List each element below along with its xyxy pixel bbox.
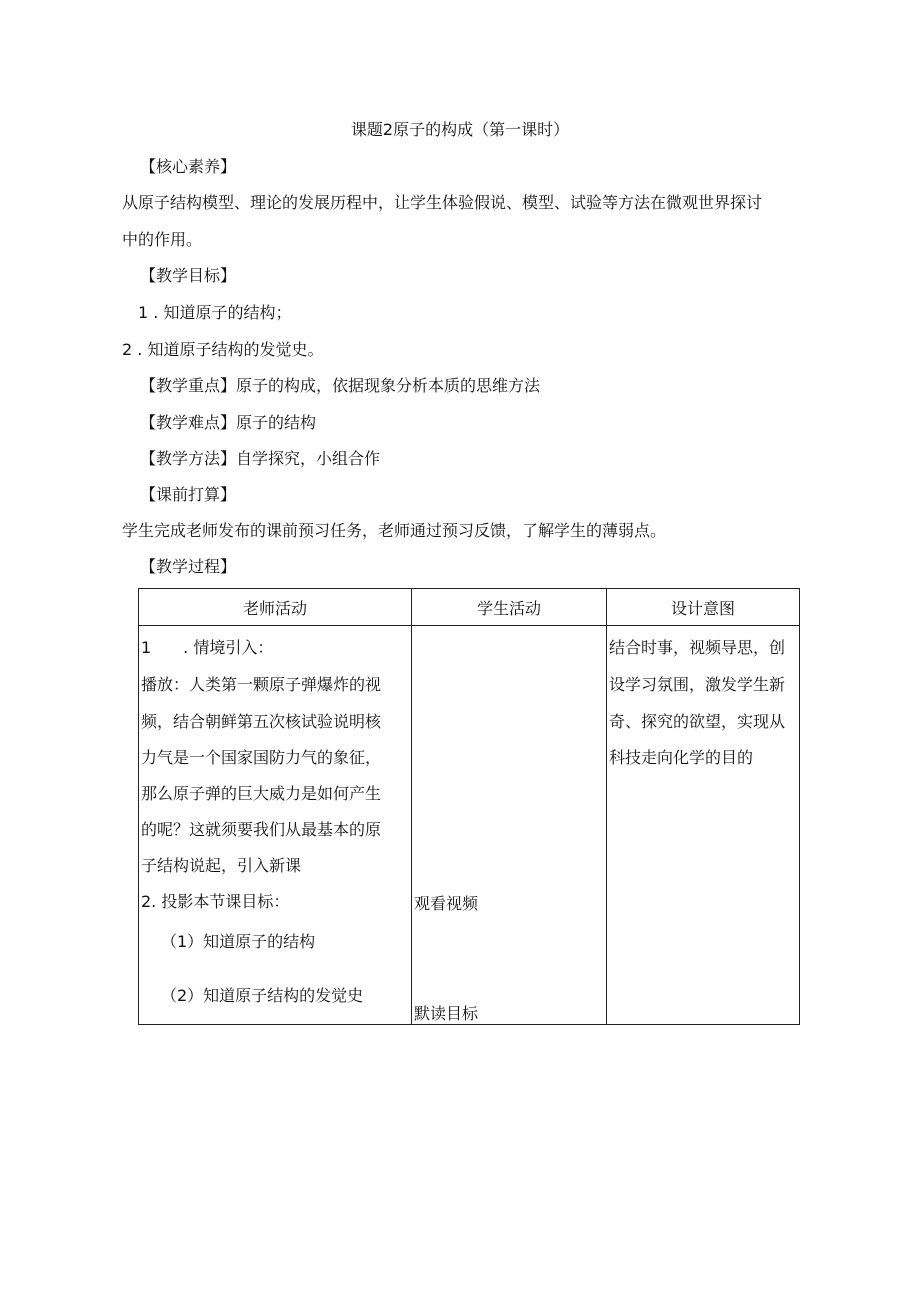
student-line-1: 观看视频 [414,894,479,913]
teacher-line-1: 1 . 情境引入： [141,638,274,657]
process-heading: 【教学过程】 [140,557,237,576]
design-intent-cell [607,626,800,1025]
key-points-row [140,376,540,396]
core-literacy-heading: 【核心素养】 [140,157,237,176]
header-teacher-activity: 老师活动 [139,589,412,626]
teacher-line-6: 的呢？这就须要我们从最基本的原 [141,820,382,839]
student-line-2: 默读目标 [414,1004,479,1023]
preparation-heading: 【课前打算】 [140,485,237,504]
design-line-3: 奇、探究的欲望，实现从 [609,712,786,731]
objective-item-1: 1 . 知道原子的结构； [138,303,292,322]
student-activity-cell [412,626,607,1025]
design-line-2: 设学习氛围，激发学生新 [609,675,786,694]
teacher-line-3: 频，结合朝鲜第五次核试验说明核 [141,712,382,731]
teacher-line-8: 2. 投影本节课目标： [141,892,290,911]
methods-text: 自学探究，小组合作 [236,449,381,468]
document-title: 课题2原子的构成（第一课时） [350,120,570,139]
teacher-activity-cell [139,626,412,1025]
difficulty-row [140,413,316,433]
objectives-heading: 【教学目标】 [140,266,237,285]
preparation-text: 学生完成老师发布的课前预习任务，老师通过预习反馈，了解学生的薄弱点。 [122,521,667,540]
core-literacy-text-line2: 中的作用。 [122,230,203,249]
difficulty-heading: 【教学难点】 [140,413,237,432]
teacher-line-10: （2）知道原子结构的发觉史 [161,986,364,1005]
difficulty-text: 原子的结构 [236,413,317,432]
key-points-text: 原子的构成，依据现象分析本质的思维方法 [236,376,541,395]
table-row [139,626,800,1025]
teacher-line-9: （1）知道原子的结构 [161,932,316,951]
design-line-4: 科技走向化学的目的 [609,748,754,767]
core-literacy-text-line1: 从原子结构模型、理论的发展历程中，让学生体验假说、模型、试验等方法在微观世界探讨 [122,193,763,212]
teacher-line-2: 播放：人类第一颗原子弹爆炸的视 [141,675,382,694]
header-design-intent: 设计意图 [607,589,800,626]
methods-row [140,449,380,469]
teaching-process-table [138,588,800,1025]
table-header-row [139,589,800,626]
methods-heading: 【教学方法】 [140,449,237,468]
design-line-1: 结合时事，视频导思，创 [609,638,786,657]
key-points-heading: 【教学重点】 [140,376,237,395]
teacher-line-4: 力气是一个国家国防力气的象征， [141,748,382,767]
teacher-line-5: 那么原子弹的巨大威力是如何产生 [141,784,382,803]
header-student-activity: 学生活动 [412,589,607,626]
objective-item-2: 2 . 知道原子结构的发觉史。 [122,340,324,359]
teacher-line-7: 子结构说起，引入新课 [141,856,302,875]
